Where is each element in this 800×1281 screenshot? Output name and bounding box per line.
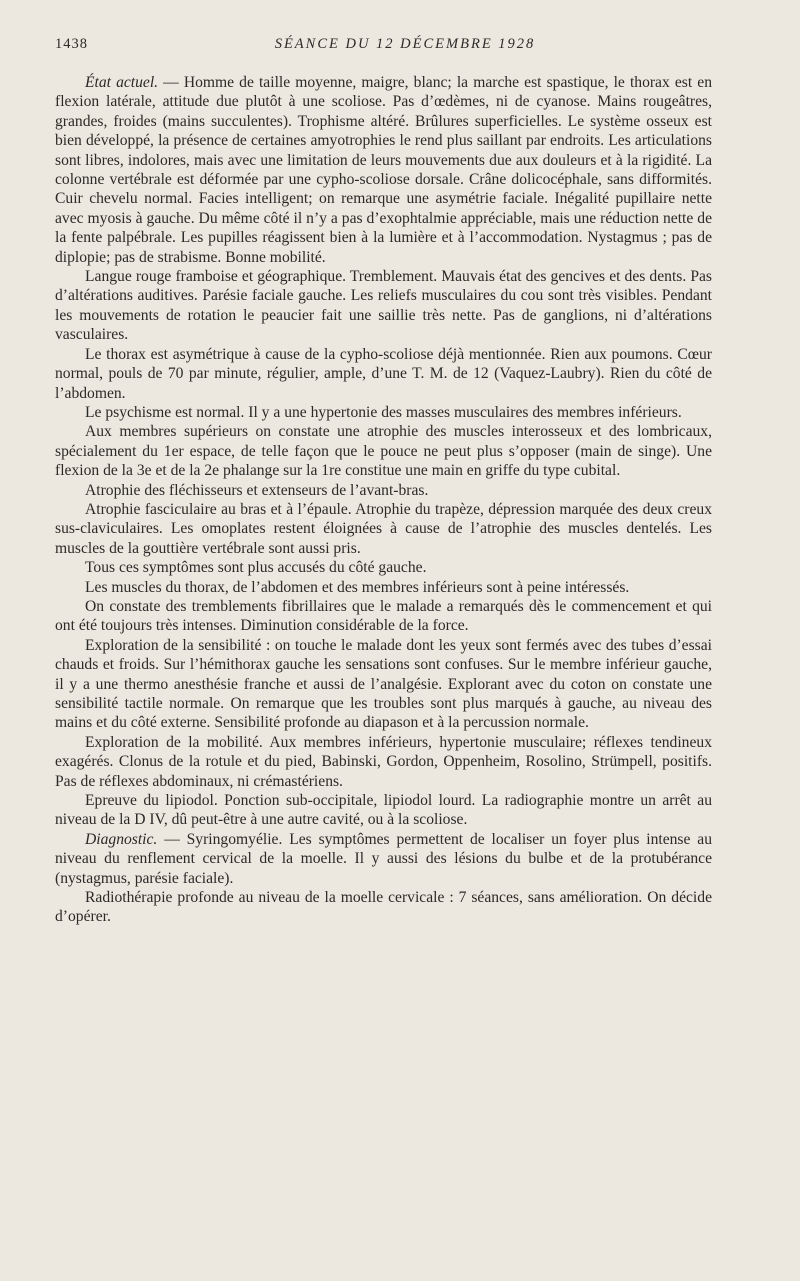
- paragraph: [55, 422, 712, 480]
- paragraph-text: Aux membres supérieurs on constate une atrophie des muscles interosseux et des lombricaux, spécialement du 1er espace, de telle façon que le pouce ne peut plus s’opposer (main de singe). Une flexion de la 3e et de la 2e phalange sur la 1re constitue une main en griffe du type cubital.: [55, 423, 712, 480]
- paragraph: [55, 888, 712, 927]
- paragraph: [55, 733, 712, 791]
- paragraph: [55, 73, 712, 267]
- paragraph-text: Exploration de la mobilité. Aux membres inférieurs, hypertonie musculaire; réflexes tendineux exagérés. Clonus de la rotule et du pied, Babinski, Gordon, Oppenheim, Rosolino, Strümpell, positifs. Pas de réflexes abdominaux, ni crémastériens.: [55, 733, 712, 790]
- paragraph: [55, 481, 712, 500]
- paragraph-text: Tous ces symptômes sont plus accusés du côté gauche.: [85, 559, 427, 577]
- paragraph-text: — Syringomyélie. Les symptômes permettent de localiser un foyer plus intense au niveau du renflement cervical de la moelle. Il y aussi des lésions du bulbe et de la protubérance (nystagmus, parésie faciale).: [55, 830, 712, 887]
- paragraph-text: Langue rouge framboise et géographique. Tremblement. Mauvais état des gencives et des dents. Pas d’altérations auditives. Parésie faciale gauche. Les reliefs musculaires du cou sont très visibles. Pendant les mouvements de rotation le peaucier fait une saillie très nette. Pas de ganglions, ni d’altérations vasculaires.: [55, 268, 712, 344]
- paragraph: [55, 578, 712, 597]
- paragraph-text: Epreuve du lipiodol. Ponction sub-occipitale, lipiodol lourd. La radiographie montre un arrêt au niveau de la D IV, dû peut-être à une autre cavité, ou à la scoliose.: [55, 792, 712, 829]
- paragraph: [55, 345, 712, 403]
- paragraph: [55, 636, 712, 733]
- page-number: 1438: [55, 36, 88, 52]
- paragraph-text: On constate des tremblements fibrillaires que le malade a remarqués dès le commencement et qui ont été toujours très intenses. Diminution considérable de la force.: [55, 597, 712, 635]
- body-text: [55, 73, 712, 927]
- paragraph-text: — Homme de taille moyenne, maigre, blanc; la marche est spastique, le thorax est en flexion latérale, attitude due plutôt à une scoliose. Pas d’œdèmes, ni de cyanose. Mains rougeâtres, grandes, froides (mains succulentes). Trophisme altéré. Brûlures superficielles. Le système osseux est bien développé, la présence de certaines amyotrophies le rend plus saillant par endroits. Les articulations sont libres, indolores, mais avec une limitation de leurs mouvements due aux douleurs et à la rigidité. La colonne vertébrale est déformée par une cypho-scoliose dorsale. Crâne dolicocéphale, sans difformités. Cuir chevelu normal. Facies intelligent; on remarque une asymétrie faciale. Inégalité pupillaire nette avec myosis à gauche. Du même côté il n’y a pas d’exophtalmie appréciable, mais une réduction nette de la fente palpébrale. Les pupilles réagissent bien à la lumière et à l’accommodation. Nystagmus ; pas de diplopie; pas de strabisme. Bonne mobilité.: [55, 74, 712, 266]
- paragraph: [55, 791, 712, 830]
- paragraph: [55, 558, 712, 577]
- running-head: SÉANCE DU 12 DÉCEMBRE 1928: [274, 36, 536, 52]
- paragraph-text: Le psychisme est normal. Il y a une hypertonie des masses musculaires des membres inférieurs.: [85, 403, 682, 421]
- paragraph-text: Les muscles du thorax, de l’abdomen et des membres inférieurs sont à peine intéressés.: [85, 578, 630, 596]
- page-header: [55, 36, 755, 58]
- paragraph: [55, 267, 712, 345]
- paragraph: [55, 500, 712, 558]
- paragraph-text: Exploration de la sensibilité : on touche le malade dont les yeux sont fermés avec des tubes d’essai chauds et froids. Sur l’hémithorax gauche les sensations sont confuses. Sur le membre inférieur gauche, il y a une thermo anesthésie franche et aussi de l’analgésie. Explorant avec du coton on constate une sensibilité tactile normale. On remarque que les troubles sont plus marqués à gauche, au niveau des mains et du côté externe. Sensibilité profonde au diapason et à la percussion normale.: [55, 636, 712, 732]
- paragraph: [55, 830, 712, 888]
- paragraph-text: Radiothérapie profonde au niveau de la moelle cervicale : 7 séances, sans amélioration. On décide d’opérer.: [55, 889, 712, 926]
- paragraph-lead: Diagnostic.: [85, 830, 158, 848]
- paragraph-lead: État actuel.: [85, 74, 159, 91]
- paragraph-text: Atrophie des fléchisseurs et extenseurs de l’avant-bras.: [85, 481, 429, 499]
- paragraph: [55, 403, 712, 422]
- paragraph: [55, 597, 712, 636]
- paragraph-text: Le thorax est asymétrique à cause de la cypho-scoliose déjà mentionnée. Rien aux poumons. Cœur normal, pouls de 70 par minute, régulier, ample, d’une T. M. de 12 (Vaquez-Laubry). Rien du côté de l’abdomen.: [55, 345, 712, 402]
- paragraph-text: Atrophie fasciculaire au bras et à l’épaule. Atrophie du trapèze, dépression marquée des deux creux sus-claviculaires. Les omoplates restent éloignées à cause de l’atrophie des muscles dentelés. Les muscles de la gouttière vertébrale sont aussi pris.: [55, 500, 712, 557]
